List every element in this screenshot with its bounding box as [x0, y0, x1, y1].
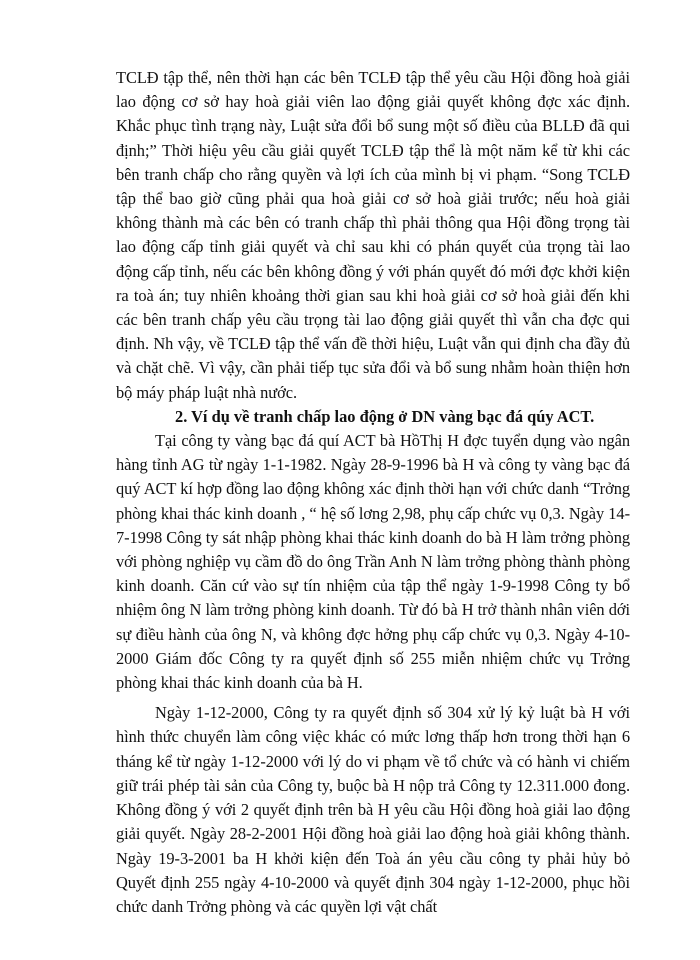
paragraph-case-background: Tại công ty vàng bạc đá quí ACT bà HồThị H đợc tuyển dụng vào ngân hàng tỉnh AG từ ngày 1-1-1982. Ngày 28-9-1996 bà H và công ty vàng bạc đá quý ACT kí hợp đồng lao động không xác định thời hạn với chức danh “Trởng phòng khai thác kinh doanh , “ hệ số lơng 2,98, phụ cấp chức vụ 0,3. Ngày 14-7-1998 Công ty sát nhập phòng khai thác kinh doanh do bà H làm trởng phòng với phòng nghiệp vụ cầm đồ do ông Trần Anh N làm trởng phòng thành phòng kinh doanh. Căn cứ vào sự tín nhiệm của tập thể ngày 1-9-1998 Công ty bổ nhiệm ông N làm trởng phòng kinh doanh. Từ đó bà H trở thành nhân viên dới sự điều hành của ông N, và không đợc hởng phụ cấp chức vụ 0,3. Ngày 4-10-2000 Giám đốc Công ty ra quyết định số 255 miễn nhiệm chức vụ Trởng phòng khai thác kinh doanh của bà H.: [116, 431, 630, 693]
document-body: [116, 66, 630, 919]
section-heading: 2. Ví dụ về tranh chấp lao động ở DN vàng bạc đá qúy ACT.: [175, 406, 595, 426]
paragraph-disciplinary-decision: Ngày 1-12-2000, Công ty ra quyết định số 304 xử lý kỷ luật bà H với hình thức chuyển làm công việc khác có mức lơng thấp hơn trong thời hạn 6 tháng kể từ ngày 1-12-2000 với lý do vi phạm về tổ chức và có hành vi chiếm giữ trái phép tài sản của Công ty, buộc bà H nộp trả Công ty 12.311.000 đong. Không đồng ý với 2 quyết định trên bà H yêu cầu Hội đồng hoà giải lao động giải quyết. Ngày 28-2-2001 Hội đồng hoà giải lao động hoà giải không thành. Ngày 19-3-2001 ba H khởi kiện đến Toà án yêu cầu công ty phải hủy bỏ Quyết định 255 ngày 4-10-2000 và quyết định 304 ngày 1-12-2000, phục hồi chức danh Trởng phòng và các quyền lợi vật chất: [116, 703, 630, 916]
paragraph-statute-of-limitations: TCLĐ tập thể, nên thời hạn các bên TCLĐ tập thể yêu cầu Hội đồng hoà giải lao động cơ sở hay hoà giải viên lao động giải quyết không đợc xác định. Khắc phục tình trạng này, Luật sửa đổi bổ sung một số điều của BLLĐ đã qui định;” Thời hiệu yêu cầu giải quyết TCLĐ tập thể là một năm kể từ khi các bên tranh chấp cho rằng quyền và lợi ích của mình bị vi phạm. “Song TCLĐ tập thể bao giờ cũng phải qua hoà giải cơ sở hoà giải trước; nếu hoà giải không thành mà các bên có tranh chấp thì phải thông qua Hội đồng trọng tài lao động cấp tỉnh giải quyết và chỉ sau khi có phán quyết của trọng tài lao động cấp tỉnh, nếu các bên không đồng ý với phán quyết đó mới đợc khởi kiện ra toà án; tuy nhiên khoảng thời gian sau khi hoà giải cơ sở hoà giải đến khi các bên tranh chấp yêu cầu trọng tài lao động giải quyết thì vẫn cha đợc qui định. Nh vậy, về TCLĐ tập thể vấn đề thời hiệu, Luật vẫn qui định cha đầy đủ và chặt chẽ. Vì vậy, cần phải tiếp tục sửa đổi và bổ sung nhằm hoàn thiện hơn bộ máy pháp luật nhà nước.: [116, 68, 630, 402]
